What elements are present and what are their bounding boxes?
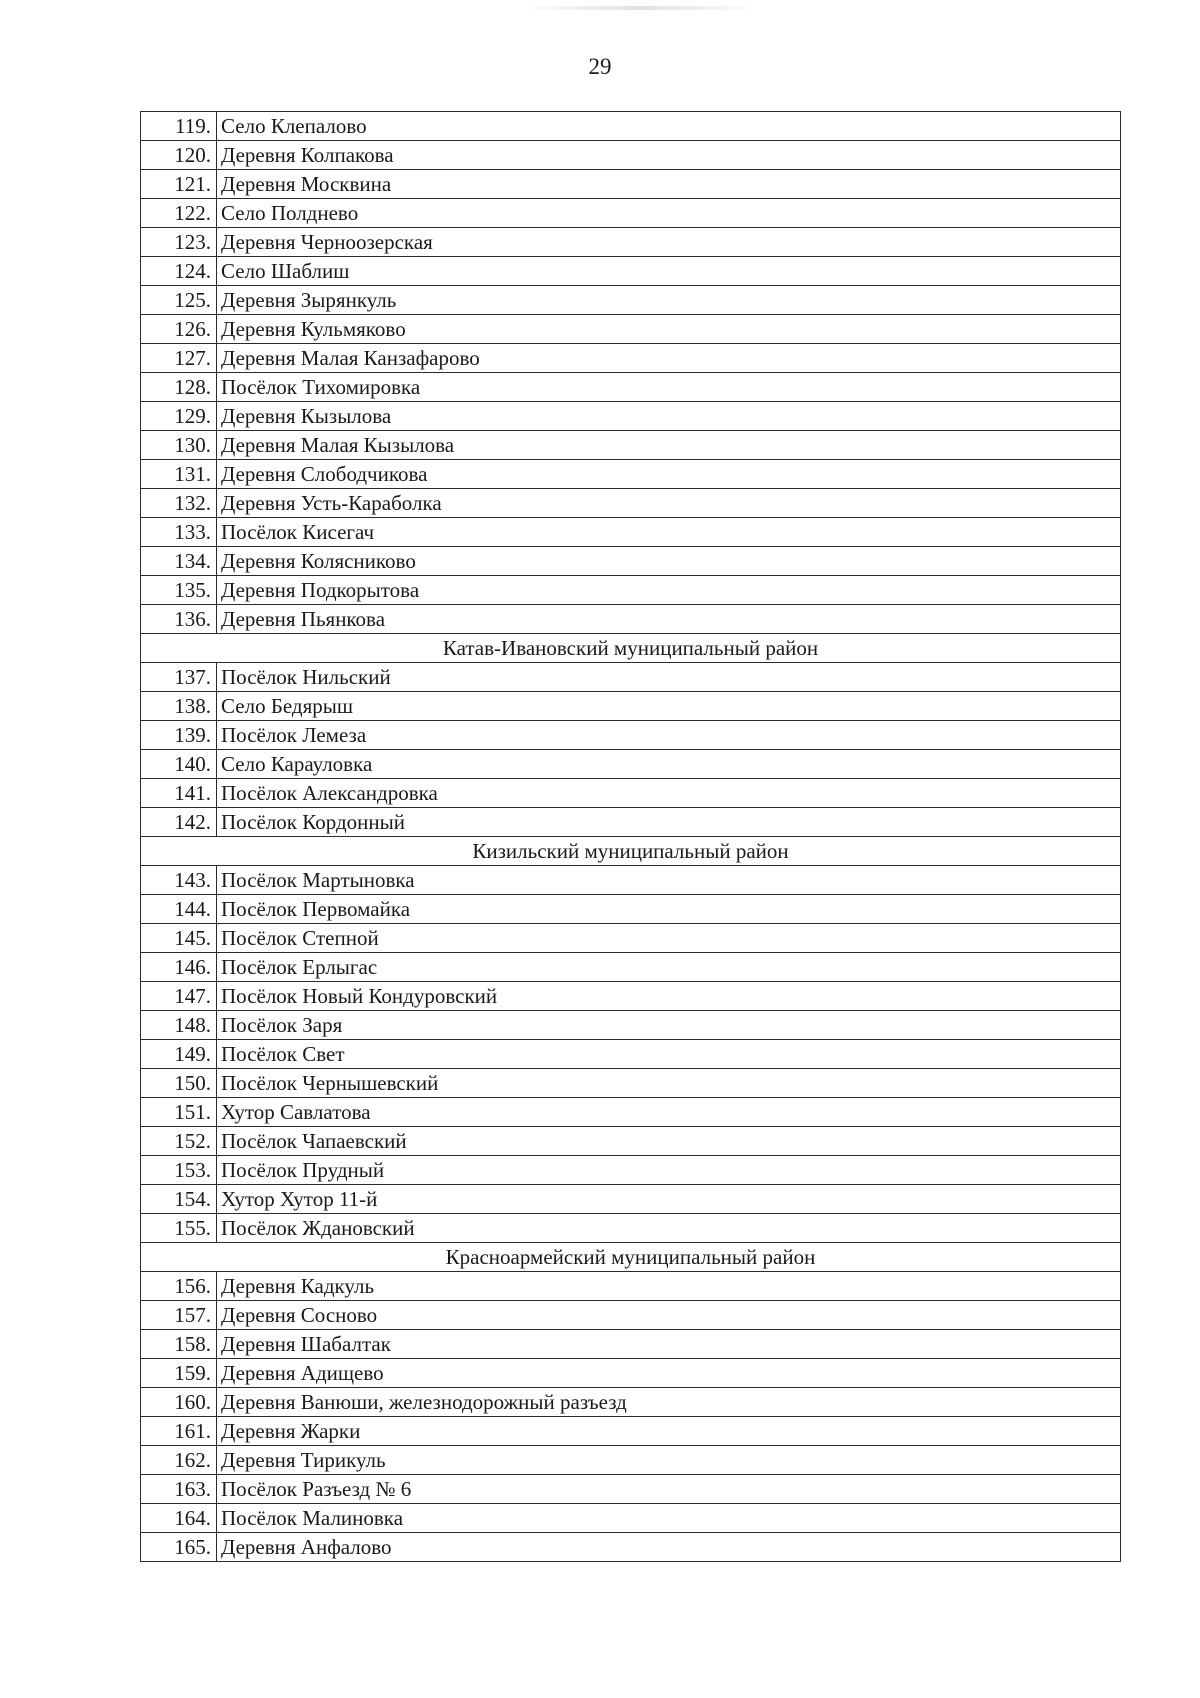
row-number: 164. xyxy=(141,1504,217,1533)
table-row xyxy=(141,1272,1121,1301)
row-number: 119. xyxy=(141,112,217,141)
section-title: Кизильский муниципальный район xyxy=(141,837,1121,866)
settlement-name: Деревня Ванюши, железнодорожный разъезд xyxy=(217,1388,1121,1417)
table-row xyxy=(141,866,1121,895)
settlement-name: Деревня Малая Кызылова xyxy=(217,431,1121,460)
section-title: Красноармейский муниципальный район xyxy=(141,1243,1121,1272)
scan-artifact xyxy=(520,6,760,10)
settlement-name: Деревня Кульмяково xyxy=(217,315,1121,344)
settlement-name: Посёлок Свет xyxy=(217,1040,1121,1069)
row-number: 135. xyxy=(141,576,217,605)
table-row xyxy=(141,199,1121,228)
table-row xyxy=(141,518,1121,547)
row-number: 127. xyxy=(141,344,217,373)
table-row xyxy=(141,1040,1121,1069)
table-row xyxy=(141,982,1121,1011)
table-row xyxy=(141,1127,1121,1156)
table-row xyxy=(141,141,1121,170)
row-number: 147. xyxy=(141,982,217,1011)
settlement-name: Посёлок Чапаевский xyxy=(217,1127,1121,1156)
settlement-name: Посёлок Разъезд № 6 xyxy=(217,1475,1121,1504)
settlement-name: Посёлок Ждановский xyxy=(217,1214,1121,1243)
table-row xyxy=(141,663,1121,692)
settlement-name: Посёлок Кордонный xyxy=(217,808,1121,837)
row-number: 152. xyxy=(141,1127,217,1156)
row-number: 162. xyxy=(141,1446,217,1475)
row-number: 134. xyxy=(141,547,217,576)
settlement-name: Посёлок Первомайка xyxy=(217,895,1121,924)
table-row xyxy=(141,1069,1121,1098)
settlement-name: Село Полднево xyxy=(217,199,1121,228)
table-row xyxy=(141,1417,1121,1446)
settlement-name: Деревня Анфалово xyxy=(217,1533,1121,1562)
settlement-name: Деревня Пьянкова xyxy=(217,605,1121,634)
table-row xyxy=(141,257,1121,286)
settlement-name: Деревня Москвина xyxy=(217,170,1121,199)
row-number: 130. xyxy=(141,431,217,460)
settlement-name: Деревня Слободчикова xyxy=(217,460,1121,489)
row-number: 149. xyxy=(141,1040,217,1069)
settlement-name: Деревня Усть-Караболка xyxy=(217,489,1121,518)
row-number: 128. xyxy=(141,373,217,402)
row-number: 145. xyxy=(141,924,217,953)
row-number: 161. xyxy=(141,1417,217,1446)
table-row xyxy=(141,1446,1121,1475)
settlement-name: Посёлок Заря xyxy=(217,1011,1121,1040)
table-row xyxy=(141,692,1121,721)
settlement-name: Деревня Кадкуль xyxy=(217,1272,1121,1301)
settlement-name: Хутор Савлатова xyxy=(217,1098,1121,1127)
row-number: 133. xyxy=(141,518,217,547)
table-row xyxy=(141,228,1121,257)
row-number: 165. xyxy=(141,1533,217,1562)
settlement-name: Деревня Сосново xyxy=(217,1301,1121,1330)
row-number: 159. xyxy=(141,1359,217,1388)
row-number: 157. xyxy=(141,1301,217,1330)
settlement-name: Деревня Зырянкуль xyxy=(217,286,1121,315)
settlement-name: Село Карауловка xyxy=(217,750,1121,779)
settlement-name: Посёлок Александровка xyxy=(217,779,1121,808)
table-row xyxy=(141,112,1121,141)
table-row xyxy=(141,431,1121,460)
table-row xyxy=(141,576,1121,605)
table-row xyxy=(141,460,1121,489)
settlement-name: Посёлок Кисегач xyxy=(217,518,1121,547)
settlement-name: Деревня Шабалтак xyxy=(217,1330,1121,1359)
settlement-name: Деревня Адищево xyxy=(217,1359,1121,1388)
row-number: 129. xyxy=(141,402,217,431)
table-row xyxy=(141,170,1121,199)
table-row xyxy=(141,605,1121,634)
table-row xyxy=(141,1388,1121,1417)
section-header-row xyxy=(141,837,1121,866)
table-row xyxy=(141,895,1121,924)
table-row xyxy=(141,373,1121,402)
row-number: 125. xyxy=(141,286,217,315)
table-row xyxy=(141,344,1121,373)
row-number: 141. xyxy=(141,779,217,808)
row-number: 154. xyxy=(141,1185,217,1214)
row-number: 155. xyxy=(141,1214,217,1243)
row-number: 123. xyxy=(141,228,217,257)
table-row xyxy=(141,1359,1121,1388)
row-number: 163. xyxy=(141,1475,217,1504)
settlement-name: Село Бедярыш xyxy=(217,692,1121,721)
row-number: 151. xyxy=(141,1098,217,1127)
table-row xyxy=(141,953,1121,982)
settlement-name: Посёлок Прудный xyxy=(217,1156,1121,1185)
table-row xyxy=(141,1475,1121,1504)
table-row xyxy=(141,489,1121,518)
table-row xyxy=(141,286,1121,315)
row-number: 139. xyxy=(141,721,217,750)
settlement-name: Посёлок Тихомировка xyxy=(217,373,1121,402)
row-number: 144. xyxy=(141,895,217,924)
section-header-row xyxy=(141,634,1121,663)
row-number: 160. xyxy=(141,1388,217,1417)
row-number: 121. xyxy=(141,170,217,199)
section-title: Катав-Ивановский муниципальный район xyxy=(141,634,1121,663)
settlement-name: Посёлок Мартыновка xyxy=(217,866,1121,895)
settlement-name: Село Шаблиш xyxy=(217,257,1121,286)
table-row xyxy=(141,779,1121,808)
settlement-name: Деревня Кызылова xyxy=(217,402,1121,431)
settlements-table-body xyxy=(141,112,1121,1562)
table-row xyxy=(141,1533,1121,1562)
settlement-name: Деревня Подкорытова xyxy=(217,576,1121,605)
row-number: 148. xyxy=(141,1011,217,1040)
row-number: 131. xyxy=(141,460,217,489)
row-number: 138. xyxy=(141,692,217,721)
table-row xyxy=(141,402,1121,431)
page-number: 29 xyxy=(588,54,612,79)
settlement-name: Село Клепалово xyxy=(217,112,1121,141)
table-row xyxy=(141,1185,1121,1214)
table-row xyxy=(141,1011,1121,1040)
table-row xyxy=(141,315,1121,344)
row-number: 120. xyxy=(141,141,217,170)
settlement-name: Посёлок Лемеза xyxy=(217,721,1121,750)
settlement-name: Деревня Колясниково xyxy=(217,547,1121,576)
row-number: 158. xyxy=(141,1330,217,1359)
row-number: 142. xyxy=(141,808,217,837)
section-header-row xyxy=(141,1243,1121,1272)
row-number: 156. xyxy=(141,1272,217,1301)
table-row xyxy=(141,808,1121,837)
row-number: 146. xyxy=(141,953,217,982)
table-row xyxy=(141,547,1121,576)
row-number: 126. xyxy=(141,315,217,344)
settlement-name: Деревня Малая Канзафарово xyxy=(217,344,1121,373)
settlement-name: Посёлок Ерлыгас xyxy=(217,953,1121,982)
settlement-name: Деревня Тирикуль xyxy=(217,1446,1121,1475)
table-row xyxy=(141,750,1121,779)
table-row xyxy=(141,1504,1121,1533)
settlement-name: Хутор Хутор 11-й xyxy=(217,1185,1121,1214)
table-row xyxy=(141,1156,1121,1185)
table-row xyxy=(141,1214,1121,1243)
settlement-name: Посёлок Нильский xyxy=(217,663,1121,692)
row-number: 137. xyxy=(141,663,217,692)
table-row xyxy=(141,1330,1121,1359)
settlements-table xyxy=(140,111,1121,1562)
row-number: 122. xyxy=(141,199,217,228)
row-number: 153. xyxy=(141,1156,217,1185)
row-number: 143. xyxy=(141,866,217,895)
row-number: 136. xyxy=(141,605,217,634)
row-number: 140. xyxy=(141,750,217,779)
settlement-name: Посёлок Степной xyxy=(217,924,1121,953)
row-number: 124. xyxy=(141,257,217,286)
settlement-name: Посёлок Новый Кондуровский xyxy=(217,982,1121,1011)
settlement-name: Посёлок Чернышевский xyxy=(217,1069,1121,1098)
row-number: 132. xyxy=(141,489,217,518)
settlement-name: Деревня Черноозерская xyxy=(217,228,1121,257)
table-row xyxy=(141,924,1121,953)
table-row xyxy=(141,721,1121,750)
table-row xyxy=(141,1098,1121,1127)
settlement-name: Посёлок Малиновка xyxy=(217,1504,1121,1533)
table-row xyxy=(141,1301,1121,1330)
row-number: 150. xyxy=(141,1069,217,1098)
settlement-name: Деревня Колпакова xyxy=(217,141,1121,170)
settlement-name: Деревня Жарки xyxy=(217,1417,1121,1446)
